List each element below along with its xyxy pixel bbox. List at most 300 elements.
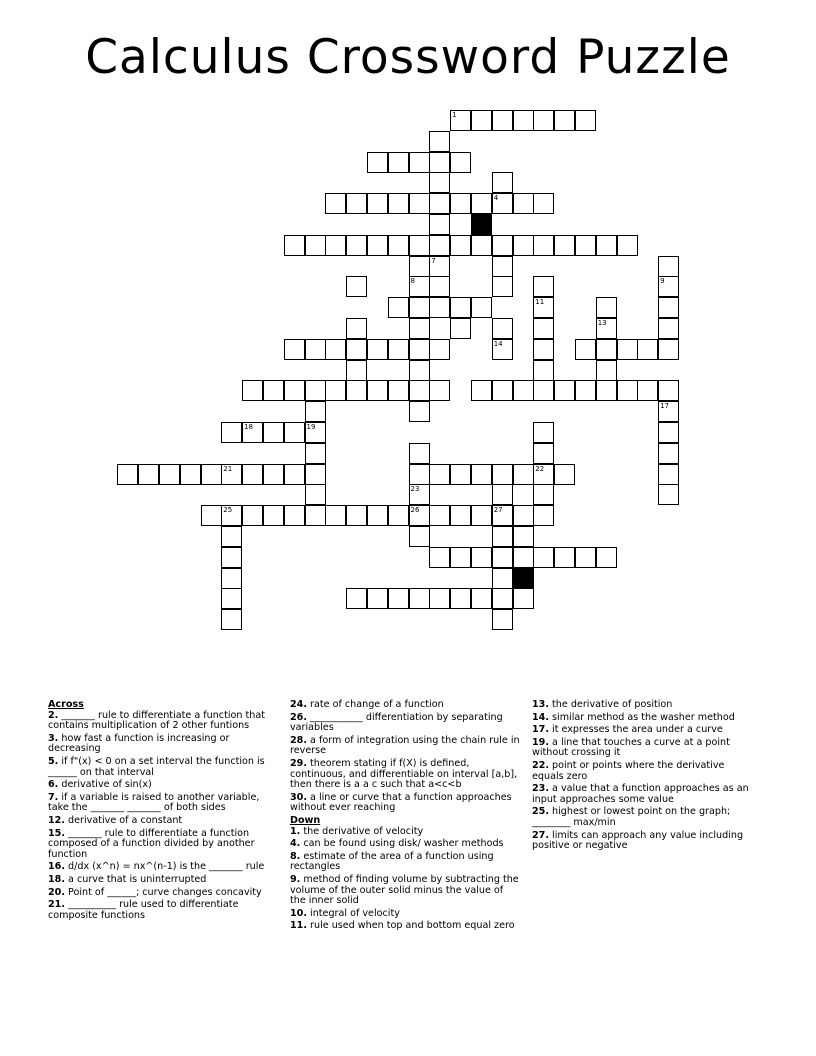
grid-cell[interactable]	[409, 526, 430, 547]
clue-item	[532, 700, 758, 711]
clue-number: 21	[223, 464, 233, 473]
clue-item-number: 14.	[532, 711, 549, 723]
clue-item-number: 28.	[290, 734, 307, 746]
clue-item-number: 15.	[48, 827, 65, 839]
clue-item-text: method of finding volume by subtracting the volume of the outer solid minus the value of the inner solid	[290, 873, 519, 907]
clues-column-3	[532, 700, 758, 854]
grid-cell[interactable]	[450, 235, 471, 256]
down-heading: Down	[290, 814, 321, 826]
clue-item-number: 7.	[48, 791, 59, 803]
grid-cell[interactable]	[263, 380, 284, 401]
grid-cell[interactable]	[429, 193, 450, 214]
clue-number: 1	[452, 111, 457, 119]
grid-cell[interactable]	[533, 339, 554, 360]
grid-cell[interactable]	[533, 464, 554, 485]
clue-item	[48, 780, 272, 791]
grid-cell[interactable]	[450, 152, 471, 173]
clue-item-number: 10.	[290, 907, 307, 919]
down-clue-list	[290, 827, 520, 932]
grid-cell[interactable]	[533, 443, 554, 464]
grid-cell[interactable]	[242, 422, 263, 443]
grid-cell[interactable]	[450, 547, 471, 568]
grid-cell[interactable]	[533, 276, 554, 297]
grid-cell[interactable]	[596, 380, 617, 401]
grid-cell[interactable]	[575, 380, 596, 401]
clue-item-number: 27.	[532, 829, 549, 841]
clue-item-text: similar method as the washer method	[549, 711, 735, 723]
clue-item	[532, 725, 758, 736]
clue-item-text: how fast a function is increasing or decreasing	[48, 732, 230, 755]
grid-cell[interactable]	[492, 172, 513, 193]
clue-item-number: 22.	[532, 759, 549, 771]
grid-cell[interactable]	[492, 256, 513, 277]
grid-cell[interactable]	[242, 505, 263, 526]
grid-cell[interactable]	[554, 110, 575, 131]
grid-cell[interactable]	[471, 380, 492, 401]
grid-cell[interactable]	[409, 484, 430, 505]
grid-cell[interactable]	[284, 505, 305, 526]
grid-cell[interactable]	[492, 339, 513, 360]
clue-item-text: if a variable is raised to another variable, take the _______ _______ of both sides	[48, 791, 260, 814]
grid-cell[interactable]	[388, 339, 409, 360]
grid-cell[interactable]	[513, 505, 534, 526]
grid-cell[interactable]	[221, 609, 242, 630]
clue-item-text: highest or lowest point on the graph; ________ max/min	[532, 806, 731, 828]
grid-cell[interactable]	[658, 256, 679, 277]
grid-cell[interactable]	[533, 484, 554, 505]
clue-item-number: 2.	[48, 709, 59, 721]
across-clue-list	[48, 711, 272, 922]
grid-cell[interactable]	[658, 276, 679, 297]
grid-cell[interactable]	[221, 547, 242, 568]
clue-item-number: 4.	[290, 838, 301, 850]
grid-cell[interactable]	[429, 547, 450, 568]
grid-cell[interactable]	[617, 235, 638, 256]
clue-item-text: estimate of the area of a function using rectangles	[290, 850, 494, 873]
grid-cell[interactable]	[450, 297, 471, 318]
grid-cell[interactable]	[575, 235, 596, 256]
grid-cell[interactable]	[367, 193, 388, 214]
grid-cell[interactable]	[554, 380, 575, 401]
page-title: Calculus Crossword Puzzle	[85, 30, 731, 85]
grid-cell[interactable]	[471, 547, 492, 568]
grid-cell[interactable]	[658, 318, 679, 339]
grid-cell[interactable]	[242, 380, 263, 401]
grid-cell[interactable]	[429, 152, 450, 173]
grid-cell[interactable]	[367, 152, 388, 173]
grid-cell[interactable]	[533, 193, 554, 214]
grid-cell[interactable]	[305, 505, 326, 526]
grid-cell[interactable]	[658, 380, 679, 401]
grid-cell[interactable]	[450, 110, 471, 131]
grid-cell[interactable]	[617, 380, 638, 401]
grid-cell[interactable]	[450, 588, 471, 609]
grid-cell[interactable]	[180, 464, 201, 485]
clue-item-text: rule used when top and bottom equal zero	[307, 920, 515, 932]
clue-item	[48, 862, 272, 873]
grid-cell[interactable]	[575, 339, 596, 360]
grid-cell[interactable]	[409, 256, 430, 277]
clue-item	[48, 816, 272, 827]
grid-cell[interactable]	[513, 110, 534, 131]
grid-cell[interactable]	[409, 401, 430, 422]
clue-item	[532, 713, 758, 724]
grid-cell[interactable]	[492, 484, 513, 505]
grid-cell[interactable]	[221, 505, 242, 526]
clue-number: 25	[223, 506, 233, 515]
grid-cell[interactable]	[346, 193, 367, 214]
grid-cell[interactable]	[325, 235, 346, 256]
grid-cell[interactable]	[533, 547, 554, 568]
grid-cell[interactable]	[284, 339, 305, 360]
clues-column-2	[290, 700, 520, 934]
grid-cell[interactable]	[117, 464, 138, 485]
clue-item-text: theorem stating if f(X) is defined, continuous, and differentiable on interval [a,b], then there is a a c such that a<c<b	[290, 757, 518, 791]
grid-cell[interactable]	[263, 422, 284, 443]
clue-number: 9	[660, 277, 665, 286]
grid-cell[interactable]	[637, 380, 658, 401]
grid-cell[interactable]	[596, 360, 617, 381]
clue-item-number: 30.	[290, 791, 307, 803]
grid-cell[interactable]	[429, 297, 450, 318]
grid-cell[interactable]	[346, 588, 367, 609]
clue-number: 17	[660, 402, 670, 411]
clue-item	[48, 829, 272, 861]
clue-item-text: a curve that is uninterrupted	[65, 873, 207, 885]
grid-cell[interactable]	[409, 276, 430, 297]
grid-cell[interactable]	[388, 380, 409, 401]
clue-item	[290, 700, 520, 711]
grid-cell[interactable]	[367, 505, 388, 526]
grid-cell[interactable]	[305, 443, 326, 464]
clue-item-number: 13.	[532, 699, 549, 710]
clue-item-number: 20.	[48, 886, 65, 898]
grid-cell[interactable]	[450, 193, 471, 214]
grid-cell[interactable]	[201, 505, 222, 526]
grid-cell[interactable]	[554, 235, 575, 256]
grid-cell[interactable]	[575, 547, 596, 568]
grid-cell[interactable]	[533, 297, 554, 318]
grid-cell[interactable]	[429, 464, 450, 485]
grid-cell[interactable]	[596, 339, 617, 360]
clue-item	[48, 888, 272, 899]
grid-cell[interactable]	[513, 193, 534, 214]
clue-item-number: 12.	[48, 814, 65, 826]
grid-cell[interactable]	[346, 339, 367, 360]
grid-cell[interactable]	[492, 505, 513, 526]
grid-cell[interactable]	[513, 235, 534, 256]
clue-item	[290, 839, 520, 850]
grid-cell[interactable]	[554, 547, 575, 568]
grid-cell[interactable]	[409, 235, 430, 256]
grid-cell[interactable]	[658, 464, 679, 485]
grid-cell[interactable]	[554, 464, 575, 485]
grid-cell[interactable]	[533, 235, 554, 256]
clue-item	[48, 875, 272, 886]
clue-item-number: 24.	[290, 699, 307, 710]
grid-cell[interactable]	[221, 526, 242, 547]
grid-cell[interactable]	[513, 547, 534, 568]
clue-number: 7	[431, 256, 436, 265]
grid-cell[interactable]	[471, 235, 492, 256]
grid-cell[interactable]	[450, 464, 471, 485]
grid-cell[interactable]	[658, 422, 679, 443]
grid-cell[interactable]	[429, 276, 450, 297]
grid-cell[interactable]	[221, 568, 242, 589]
grid-cell[interactable]	[221, 464, 242, 485]
clue-item-number: 29.	[290, 757, 307, 769]
grid-cell[interactable]	[138, 464, 159, 485]
clue-item	[290, 793, 520, 814]
clue-item	[290, 909, 520, 920]
clue-item-number: 17.	[532, 724, 549, 736]
grid-cell[interactable]	[513, 526, 534, 547]
clue-item-text: a value that a function approaches as an input approaches some value	[532, 783, 749, 805]
grid-cell[interactable]	[429, 380, 450, 401]
grid-cell[interactable]	[492, 276, 513, 297]
grid-cell[interactable]	[221, 422, 242, 443]
clue-item-number: 23.	[532, 783, 549, 795]
grid-cell[interactable]	[533, 422, 554, 443]
clue-item-number: 11.	[290, 920, 307, 932]
grid-cell[interactable]	[305, 401, 326, 422]
grid-cell[interactable]	[492, 464, 513, 485]
black-square	[513, 568, 534, 589]
down-clue-list-continued	[532, 700, 758, 852]
grid-cell[interactable]	[429, 214, 450, 235]
grid-cell[interactable]	[305, 464, 326, 485]
grid-cell[interactable]	[492, 380, 513, 401]
grid-cell[interactable]	[159, 464, 180, 485]
clue-number: 26	[410, 506, 420, 515]
grid-cell[interactable]	[429, 172, 450, 193]
clue-item	[290, 736, 520, 757]
clue-item-number: 18.	[48, 873, 65, 885]
clue-item	[532, 784, 758, 805]
grid-cell[interactable]	[346, 235, 367, 256]
grid-cell[interactable]	[492, 547, 513, 568]
grid-cell[interactable]	[409, 443, 430, 464]
grid-cell[interactable]	[637, 339, 658, 360]
clue-number: 27	[493, 506, 503, 515]
clue-item-text: __________ rule used to differentiate composite functions	[48, 899, 239, 921]
grid-cell[interactable]	[429, 588, 450, 609]
grid-cell[interactable]	[658, 443, 679, 464]
grid-cell[interactable]	[533, 360, 554, 381]
grid-cell[interactable]	[388, 297, 409, 318]
clue-item-text: limits can approach any value including positive or negative	[532, 829, 744, 852]
grid-cell[interactable]	[471, 464, 492, 485]
clue-item	[48, 711, 272, 732]
grid-cell[interactable]	[429, 235, 450, 256]
grid-cell[interactable]	[367, 235, 388, 256]
across-clue-list-continued	[290, 700, 520, 814]
grid-cell[interactable]	[429, 131, 450, 152]
grid-cell[interactable]	[263, 464, 284, 485]
grid-cell[interactable]	[367, 339, 388, 360]
clue-item-text: derivative of sin(x)	[58, 779, 152, 791]
grid-cell[interactable]	[409, 360, 430, 381]
grid-cell[interactable]	[305, 339, 326, 360]
grid-cell[interactable]	[658, 484, 679, 505]
grid-cell[interactable]	[596, 235, 617, 256]
clue-item	[532, 831, 758, 852]
grid-cell[interactable]	[346, 318, 367, 339]
clue-item	[48, 900, 272, 921]
clue-item-text: integral of velocity	[307, 907, 400, 919]
grid-cell[interactable]	[658, 297, 679, 318]
clue-item-text: rate of change of a function	[307, 699, 444, 710]
grid-cell[interactable]	[575, 110, 596, 131]
grid-cell[interactable]	[221, 588, 242, 609]
grid-cell[interactable]	[513, 588, 534, 609]
grid-cell[interactable]	[471, 588, 492, 609]
grid-cell[interactable]	[471, 110, 492, 131]
grid-cell[interactable]	[533, 505, 554, 526]
grid-cell[interactable]	[388, 235, 409, 256]
grid-cell[interactable]	[533, 110, 554, 131]
grid-cell[interactable]	[409, 380, 430, 401]
clue-number: 13	[597, 319, 607, 327]
grid-cell[interactable]	[201, 464, 222, 485]
clue-item-text: a line that touches a curve at a point without crossing it	[532, 736, 730, 759]
grid-cell[interactable]	[492, 588, 513, 609]
grid-cell[interactable]	[367, 380, 388, 401]
grid-cell[interactable]	[346, 360, 367, 381]
clue-number: 11	[535, 298, 545, 307]
clue-item	[290, 921, 520, 932]
clue-number: 8	[410, 277, 415, 286]
grid-cell[interactable]	[429, 256, 450, 277]
grid-cell[interactable]	[284, 380, 305, 401]
grid-cell[interactable]	[388, 588, 409, 609]
grid-cell[interactable]	[596, 297, 617, 318]
grid-cell[interactable]	[367, 588, 388, 609]
clue-item-text: it expresses the area under a curve	[549, 724, 723, 736]
grid-cell[interactable]	[284, 235, 305, 256]
grid-cell[interactable]	[388, 193, 409, 214]
grid-cell[interactable]	[429, 505, 450, 526]
grid-cell[interactable]	[305, 235, 326, 256]
grid-cell[interactable]	[409, 193, 430, 214]
clue-item-number: 3.	[48, 732, 59, 744]
clue-item-text: can be found using disk/ washer methods	[300, 838, 504, 850]
clue-item-number: 8.	[290, 850, 301, 862]
grid-cell[interactable]	[325, 193, 346, 214]
clue-item	[48, 757, 272, 778]
grid-cell[interactable]	[346, 380, 367, 401]
clue-item-text: a line or curve that a function approaches without ever reaching	[290, 791, 512, 814]
grid-cell[interactable]	[450, 318, 471, 339]
grid-cell[interactable]	[388, 152, 409, 173]
clues-column-1	[48, 700, 272, 923]
grid-cell[interactable]	[409, 152, 430, 173]
clue-item-number: 16.	[48, 861, 65, 873]
grid-cell[interactable]	[388, 505, 409, 526]
grid-cell[interactable]	[305, 380, 326, 401]
grid-cell[interactable]	[492, 110, 513, 131]
grid-cell[interactable]	[305, 484, 326, 505]
clue-number: 19	[306, 423, 316, 431]
grid-cell[interactable]	[325, 380, 346, 401]
grid-cell[interactable]	[284, 422, 305, 443]
grid-cell[interactable]	[325, 339, 346, 360]
grid-cell[interactable]	[492, 193, 513, 214]
clue-item-number: 26.	[290, 711, 307, 723]
grid-cell[interactable]	[471, 193, 492, 214]
clue-item-text: a form of integration using the chain rule in reverse	[290, 734, 520, 757]
grid-cell[interactable]	[346, 505, 367, 526]
grid-cell[interactable]	[346, 276, 367, 297]
clue-item-text: _______ rule to differentiate a function that contains multiplication of 2 other funtions	[48, 709, 265, 732]
clue-item	[532, 761, 758, 782]
grid-cell[interactable]	[596, 318, 617, 339]
grid-cell[interactable]	[492, 235, 513, 256]
grid-cell[interactable]	[409, 588, 430, 609]
grid-cell[interactable]	[263, 505, 284, 526]
clue-number: 4	[493, 194, 499, 203]
clue-number: 14	[493, 339, 503, 348]
clue-item-text: derivative of a constant	[65, 814, 183, 826]
clue-item-text: if f"(x) < 0 on a set interval the function is ______ on that interval	[48, 755, 265, 778]
grid-cell[interactable]	[596, 547, 617, 568]
grid-cell[interactable]	[409, 318, 430, 339]
grid-cell[interactable]	[492, 526, 513, 547]
grid-cell[interactable]	[492, 318, 513, 339]
clue-item-number: 9.	[290, 873, 301, 885]
clue-item-number: 6.	[48, 779, 59, 791]
clue-item-text: point or points where the derivative equals zero	[532, 759, 725, 782]
grid-cell[interactable]	[429, 339, 450, 360]
grid-cell[interactable]	[533, 380, 554, 401]
grid-cell[interactable]	[409, 297, 430, 318]
clue-item	[290, 852, 520, 873]
grid-cell[interactable]	[242, 464, 263, 485]
grid-cell[interactable]	[658, 401, 679, 422]
clue-item	[48, 734, 272, 755]
clue-item	[532, 807, 758, 828]
grid-cell[interactable]	[492, 568, 513, 589]
grid-cell[interactable]	[513, 464, 534, 485]
grid-cell[interactable]	[513, 380, 534, 401]
clue-item-number: 5.	[48, 755, 59, 767]
clue-item-number: 21.	[48, 899, 65, 911]
clue-item	[290, 875, 520, 907]
clue-item	[290, 713, 520, 734]
clue-item-number: 19.	[532, 736, 549, 748]
clue-item-text: Point of ______; curve changes concavity	[65, 886, 262, 898]
grid-cell[interactable]	[284, 464, 305, 485]
grid-cell[interactable]	[658, 339, 679, 360]
grid-cell[interactable]	[409, 505, 430, 526]
grid-cell[interactable]	[533, 318, 554, 339]
clue-item-number: 1.	[290, 825, 301, 837]
clue-item-number: 25.	[532, 806, 549, 818]
grid-cell[interactable]	[409, 339, 430, 360]
grid-cell[interactable]	[492, 609, 513, 630]
grid-cell[interactable]	[409, 464, 430, 485]
clue-item-text: d/dx (x^n) = nx^(n-1) is the _______ rule	[65, 861, 265, 873]
clue-item-text: the derivative of velocity	[300, 825, 424, 837]
black-square	[471, 214, 492, 235]
grid-cell[interactable]	[617, 339, 638, 360]
grid-cell[interactable]	[471, 297, 492, 318]
grid-cell[interactable]	[450, 505, 471, 526]
grid-cell[interactable]	[305, 422, 326, 443]
grid-cell[interactable]	[325, 505, 346, 526]
grid-cell[interactable]	[471, 505, 492, 526]
clue-number: 22	[535, 464, 545, 473]
